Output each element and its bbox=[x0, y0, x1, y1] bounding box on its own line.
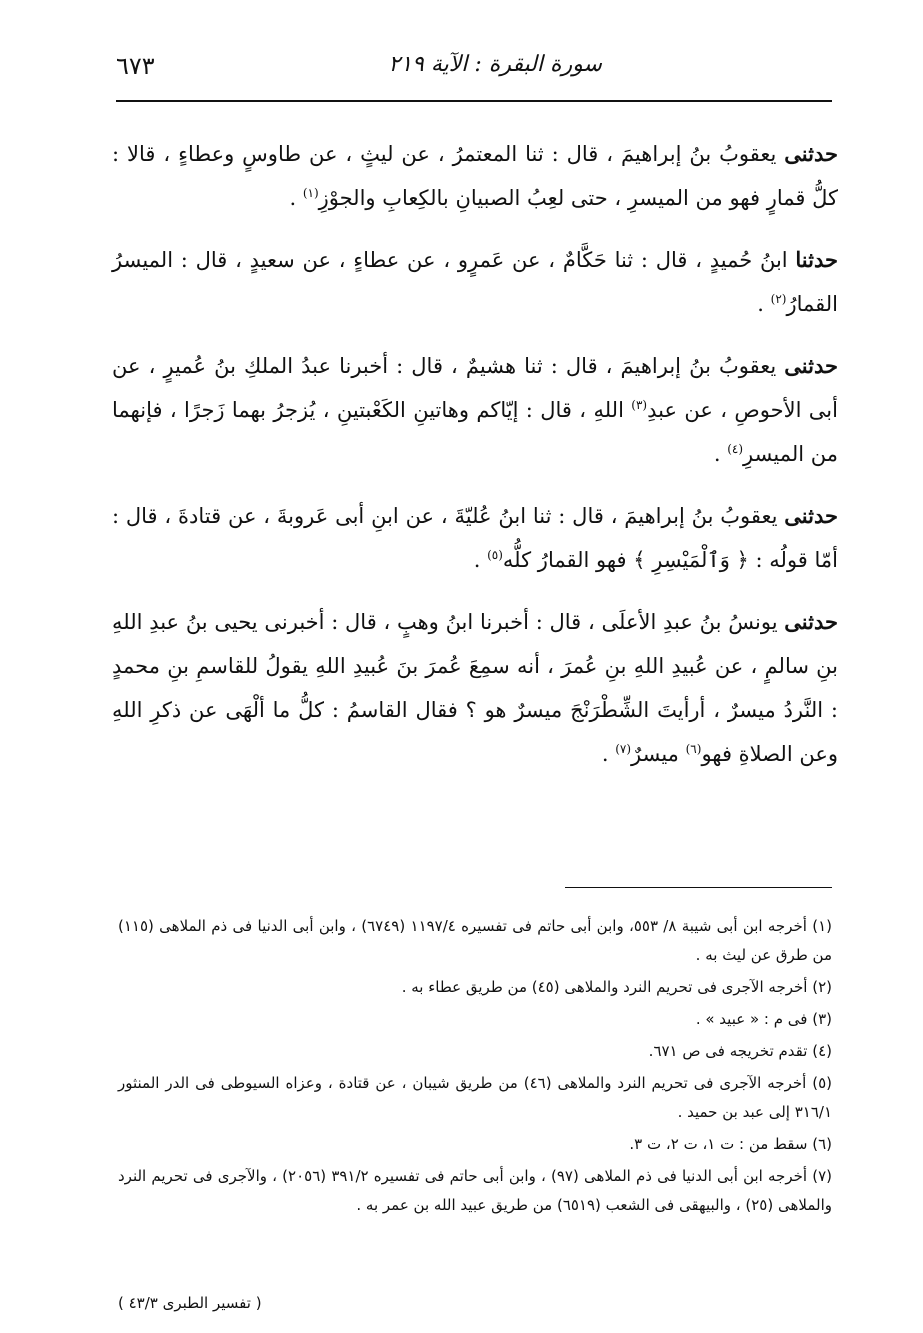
main-text bbox=[112, 132, 838, 794]
footnote-ref[interactable]: (٥) bbox=[487, 548, 503, 562]
narration-end: . bbox=[601, 742, 616, 766]
footnote-ref[interactable]: (٧) bbox=[615, 742, 632, 756]
narration-lead: حدثنى bbox=[784, 503, 838, 528]
footnote: (٧) أخرجه ابن أبى الدنيا فى ذم الملاهى (٩٧) ، وابن أبى حاتم فى تفسيره ٣٩١/٢ (٢٠٥٦) ، والآجرى فى تحريم النرد والملاهى (٢٥) ، والبيهقى فى الشعب (٦٥١٩) من طريق عبيد الله بن عمر به . bbox=[118, 1167, 832, 1214]
footnote: (٢) أخرجه الآجرى فى تحريم النرد والملاهى (٤٥) من طريق عطاء به . bbox=[401, 978, 832, 996]
narration-text-continued: ميسرٌ bbox=[631, 742, 686, 766]
page-number: ٦٧٣ bbox=[116, 52, 155, 80]
narration bbox=[112, 238, 838, 326]
narration-lead: حدثنى bbox=[784, 353, 838, 378]
footnote: (٤) تقدم تخريجه فى ص ٦٧١. bbox=[648, 1042, 832, 1060]
narration-end: . bbox=[757, 292, 771, 316]
footnote: (١) أخرجه ابن أبى شيبة ٨/ ٥٥٣، وابن أبى حاتم فى تفسيره ١١٩٧/٤ (٦٧٤٩) ، وابن أبى الدنيا فى ذم الملاهى (١١٥) من طرق عن ليث به . bbox=[118, 917, 832, 964]
narration-lead: حدثنى bbox=[784, 141, 838, 166]
narration-text: يونسُ بنُ عبدِ الأعلَى ، قال : أخبرنا ابنُ وهبٍ ، قال : أخبرنى يحيى بنُ عبدِ اللهِ بنِ سالمٍ ، عن عُبيدِ اللهِ بنِ عُمرَ ، أنه سمِعَ عُمرَ بنَ عُبيدِ اللهِ يقولُ للقاسمِ بنِ محمدٍ : النَّردُ ميسرٌ ، أرأيتَ الشِّطْرَنْجَ ميسرٌ هو ؟ فقال القاسمُ : كلُّ ما ألْهَى عن ذكرِ اللهِ وعن الصلاةِ فهو bbox=[112, 610, 838, 766]
narration-end: . bbox=[713, 442, 728, 466]
footnotes bbox=[118, 912, 832, 1223]
footnote-ref[interactable]: (٢) bbox=[770, 292, 787, 306]
source-reference: ( تفسير الطبرى ٤٣/٣ ) bbox=[118, 1294, 262, 1312]
narration-text: يعقوبُ بنُ إبراهيمَ ، قال : ثنا هشيمٌ ، قال : أخبرنا عبدُ الملكِ بنُ عُميرٍ ، عن أبى الأحوصِ ، عن عبدِ bbox=[112, 354, 838, 422]
narration-text: ابنُ حُميدٍ ، قال : ثنا حَكَّامٌ ، عن عَمرٍو ، عن عطاءٍ ، عن سعيدٍ ، قال : الميسرُ القمارُ bbox=[112, 248, 838, 316]
footnote-ref[interactable]: (٤) bbox=[727, 442, 744, 456]
footnote-ref[interactable]: (٣) bbox=[631, 398, 648, 412]
surah-title: سورة البقرة : الآية ٢١٩ bbox=[388, 52, 602, 77]
footnote-ref[interactable]: (٦) bbox=[685, 742, 702, 756]
narration-lead: حدثنى bbox=[784, 609, 838, 634]
page-header bbox=[116, 52, 832, 92]
narration-end: . bbox=[473, 548, 488, 572]
footnote-separator bbox=[565, 887, 832, 888]
footnote: (٣) فى م : « عبيد » . bbox=[695, 1010, 832, 1028]
narration bbox=[112, 494, 838, 582]
footnote: (٦) سقط من : ت ١، ت ٢، ت ٣. bbox=[629, 1135, 832, 1153]
narration-lead: حدثنا bbox=[795, 247, 838, 272]
header-rule bbox=[116, 100, 832, 102]
narration bbox=[112, 132, 838, 220]
footnote: (٥) أخرجه الآجرى فى تحريم النرد والملاهى (٤٦) من طريق شيبان ، عن قتادة ، وعزاه السيوطى فى الدر المنثور ٣١٦/١ إلى عبد بن حميد . bbox=[118, 1074, 832, 1121]
footnote-ref[interactable]: (١) bbox=[302, 186, 319, 200]
narration bbox=[112, 600, 838, 776]
narration-text-continued: اللهِ ، قال : إيّاكم وهاتينِ الكَعْبتينِ ، يُزجرُ بهما زَجرًا ، فإنهما من الميسرِ bbox=[112, 398, 838, 466]
narration-end: . bbox=[289, 186, 303, 210]
narration-text: يعقوبُ بنُ إبراهيمَ ، قال : ثنا المعتمرُ ، عن ليثٍ ، عن طاوسٍ وعطاءٍ ، قالا : كلُّ قمارٍ فهو من الميسرِ ، حتى لعِبُ الصبيانِ بالكِعابِ والجوْزِ bbox=[112, 142, 838, 210]
narration-text: يعقوبُ بنُ إبراهيمَ ، قال : ثنا ابنُ عُليّةَ ، عن ابنِ أبى عَروبةَ ، عن قتادةَ ، قال : أمّا قولُه : ﴿ وَٱلْمَيْسِرِ ﴾ فهو القمارُ كلُّه bbox=[112, 504, 838, 572]
narration bbox=[112, 344, 838, 476]
